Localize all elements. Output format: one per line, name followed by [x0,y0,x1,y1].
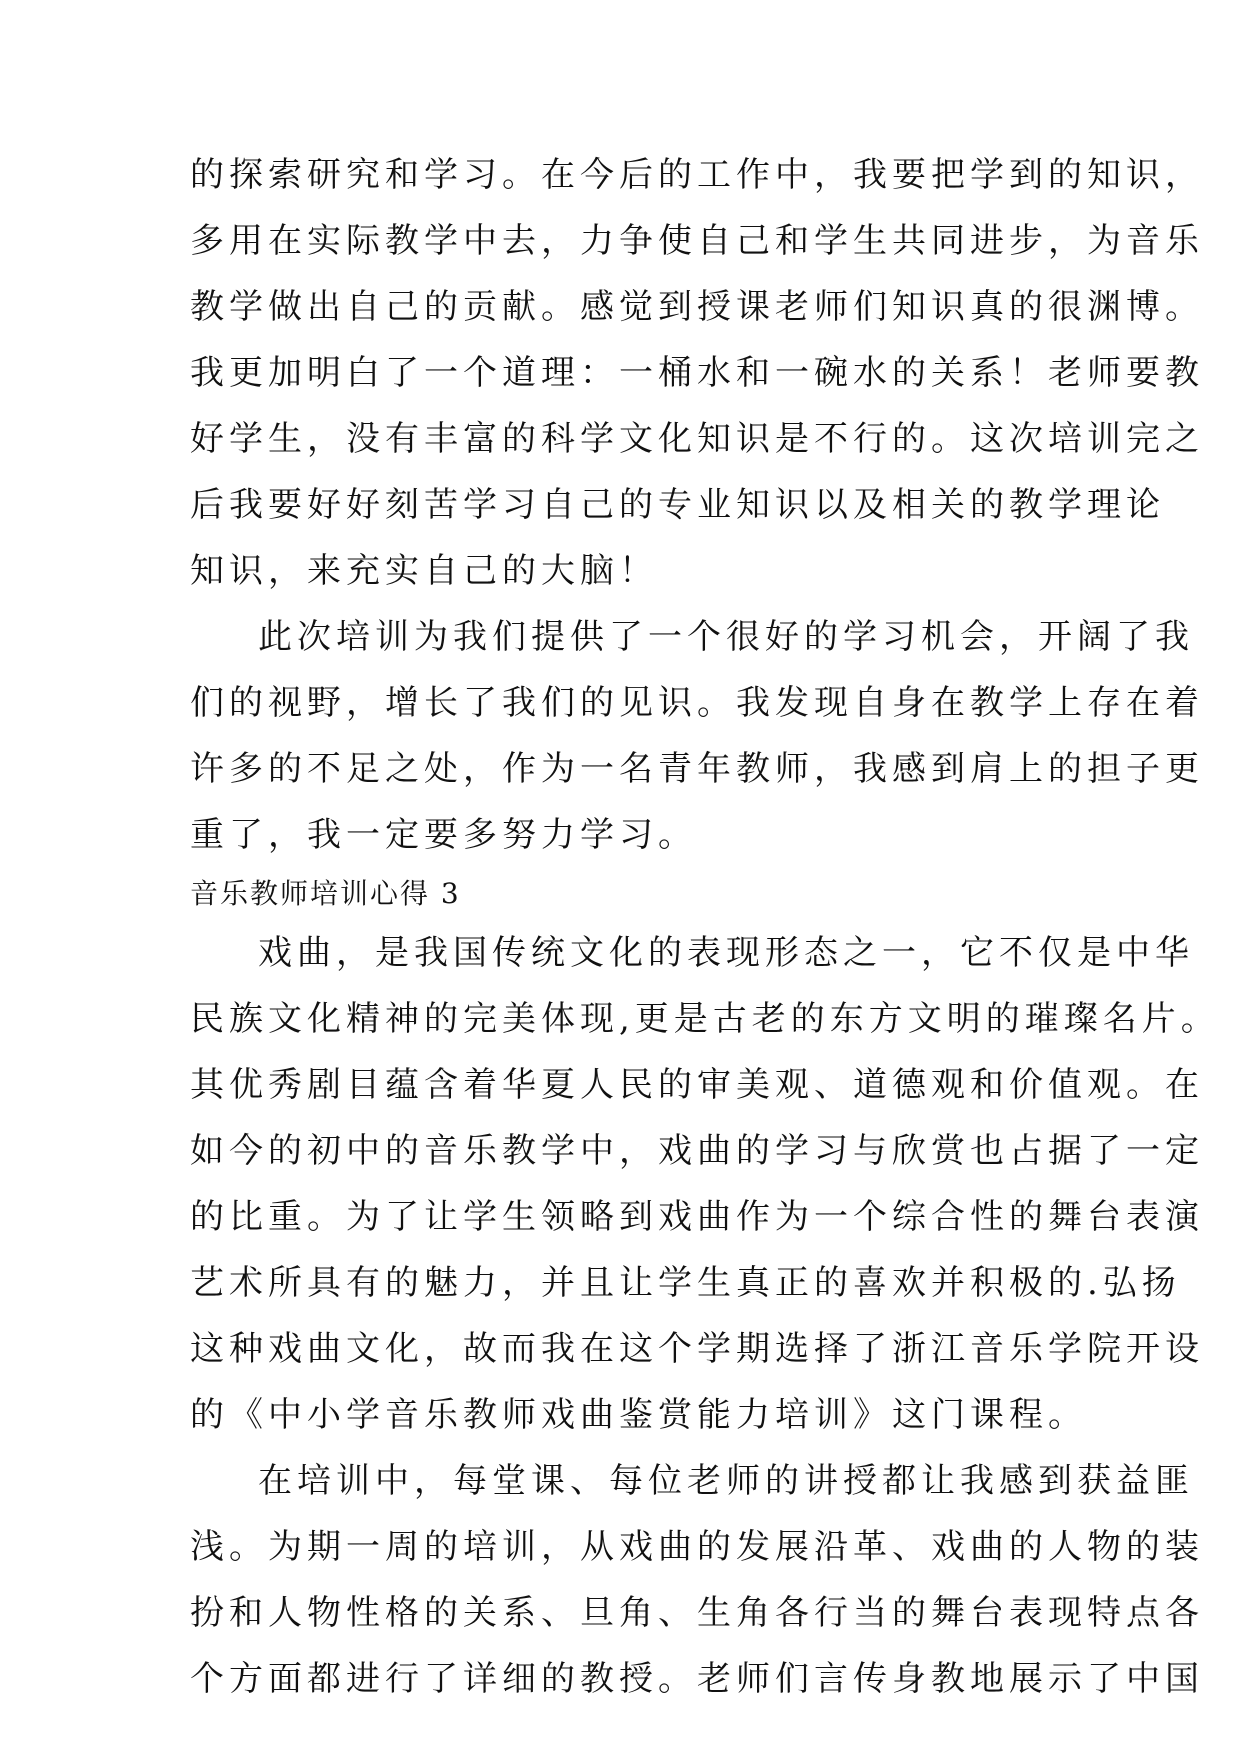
paragraph-line: 我更加明白了一个道理：一桶水和一碗水的关系！老师要教 [190,353,1204,393]
paragraph-2 [190,604,1204,868]
paragraph-line: 扮和人物性格的关系、旦角、生角各行当的舞台表现特点各 [190,1593,1204,1633]
paragraph-line: 的探索研究和学习。在今后的工作中，我要把学到的知识， [190,155,1204,195]
paragraph-4 [190,1448,1204,1712]
paragraph-line: 好学生，没有丰富的科学文化知识是不行的。这次培训完之 [190,419,1204,459]
paragraph-line: 的《中小学音乐教师戏曲鉴赏能力培训》这门课程。 [190,1395,1087,1435]
paragraph-line: 教学做出自己的贡献。感觉到授课老师们知识真的很渊博。 [190,287,1204,327]
paragraph-line: 如今的初中的音乐教学中，戏曲的学习与欣赏也占据了一定 [190,1131,1204,1171]
paragraph-line: 在培训中，每堂课、每位老师的讲授都让我感到获益匪 [258,1461,1194,1501]
paragraph-line: 的比重。为了让学生领略到戏曲作为一个综合性的舞台表演 [190,1197,1204,1237]
paragraph-line: 们的视野，增长了我们的见识。我发现自身在教学上存在着 [190,683,1204,723]
paragraph-line: 浅。为期一周的培训，从戏曲的发展沿革、戏曲的人物的装 [190,1527,1204,1567]
paragraph-line: 后我要好好刻苦学习自己的专业知识以及相关的教学理论 [190,485,1165,525]
paragraph-line: 知识，来充实自己的大脑！ [190,551,658,591]
paragraph-line: 艺术所具有的魅力，并且让学生真正的喜欢并积极的.弘扬 [190,1263,1181,1303]
paragraph-line: 这种戏曲文化，故而我在这个学期选择了浙江音乐学院开设 [190,1329,1204,1369]
paragraph-line: 许多的不足之处，作为一名青年教师，我感到肩上的担子更 [190,749,1204,789]
paragraph-line: 其优秀剧目蕴含着华夏人民的审美观、道德观和价值观。在 [190,1065,1204,1105]
paragraph-1 [190,142,1204,604]
paragraph-line: 民族文化精神的完美体现,更是古老的东方文明的璀璨名片。 [190,999,1220,1039]
paragraph-line: 多用在实际教学中去，力争使自己和学生共同进步，为音乐 [190,221,1204,261]
paragraph-line: 此次培训为我们提供了一个很好的学习机会，开阔了我 [258,617,1194,657]
paragraph-line: 戏曲，是我国传统文化的表现形态之一，它不仅是中华 [258,933,1194,973]
paragraph-line: 个方面都进行了详细的教授。老师们言传身教地展示了中国 [190,1659,1204,1699]
paragraph-3 [190,920,1220,1448]
document-body [190,142,1220,1712]
section-heading: 音乐教师培训心得 3 [190,877,461,910]
paragraph-line: 重了，我一定要多努力学习。 [190,815,697,855]
